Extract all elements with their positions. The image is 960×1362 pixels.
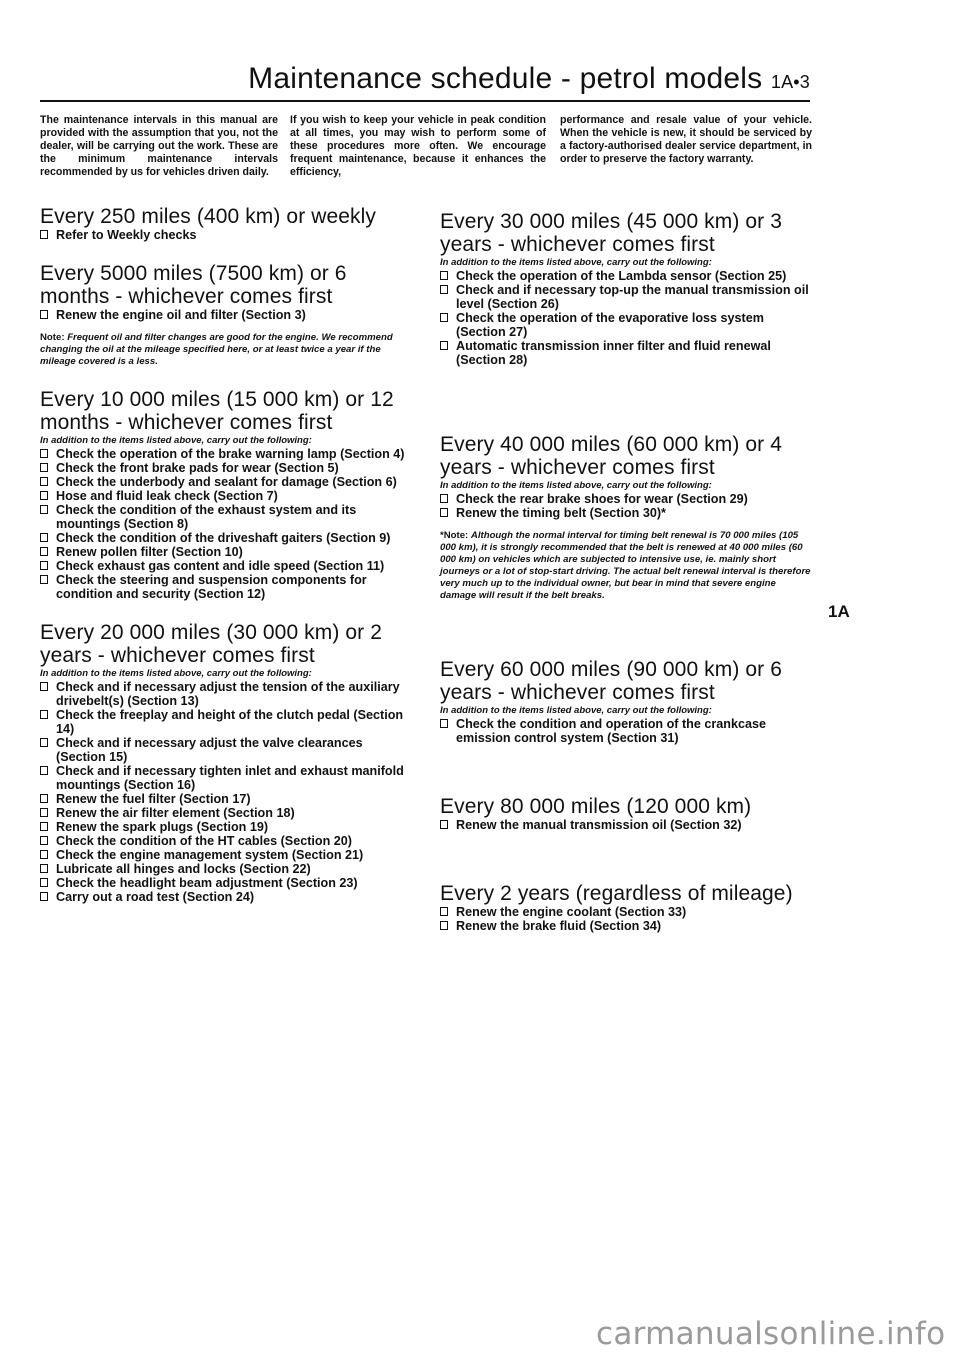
schedule-section <box>440 210 812 367</box>
checkbox-icon <box>40 808 48 817</box>
checklist-item <box>40 545 412 559</box>
checkbox-icon <box>40 310 48 319</box>
checklist-item <box>40 680 412 708</box>
section-note <box>440 530 812 602</box>
checklist-item-text: Check the condition of the exhaust system and its mountings (Section 8) <box>56 503 357 531</box>
checklist-item-text: Renew the brake fluid (Section 34) <box>456 919 662 933</box>
note-label: *Note: <box>440 530 469 541</box>
checkbox-icon <box>40 547 48 556</box>
checklist-item-text: Automatic transmission inner filter and fluid renewal (Section 28) <box>456 339 771 367</box>
checklist-item-text: Lubricate all hinges and locks (Section 22) <box>56 862 311 876</box>
right-column <box>440 210 812 933</box>
checklist-item-text: Check the freeplay and height of the clutch pedal (Section 14) <box>56 708 404 736</box>
section-title: Every 2 years (regardless of mileage) <box>440 882 793 905</box>
checklist-item-text: Check the steering and suspension components for condition and security (Section 12) <box>56 573 367 601</box>
section-intro: In addition to the items listed above, carry out the following: <box>40 435 312 446</box>
checklist-item <box>40 228 412 242</box>
checkbox-icon <box>40 575 48 584</box>
checkbox-icon <box>40 822 48 831</box>
checklist-item <box>40 461 412 475</box>
checklist-item <box>40 820 412 834</box>
checkbox-icon <box>440 341 448 350</box>
checkbox-icon <box>40 491 48 500</box>
checklist-item-text: Check the condition of the HT cables (Section 20) <box>56 834 352 848</box>
checklist-item-text: Check the underbody and sealant for damage (Section 6) <box>56 475 397 489</box>
checklist-item-text: Renew the engine coolant (Section 33) <box>456 905 687 919</box>
note-text: Frequent oil and filter changes are good for the engine. We recommend changing the oil at the mileage specified here, or at least twice a year if the mileage covered is a less. <box>40 332 393 367</box>
checklist-item <box>440 506 812 520</box>
checklist-item <box>440 919 812 933</box>
checkbox-icon <box>40 878 48 887</box>
left-column <box>40 205 412 904</box>
checklist-item-text: Check the condition and operation of the crankcase emission control system (Section 31) <box>456 717 767 745</box>
checklist-item <box>40 848 412 862</box>
checkbox-icon <box>40 766 48 775</box>
checklist-item <box>440 492 812 506</box>
section-title: Every 250 miles (400 km) or weekly <box>40 205 377 228</box>
section-title: Every 10 000 miles (15 000 km) or 12 months - whichever comes first <box>40 388 394 434</box>
checklist-item <box>40 308 412 322</box>
page-title <box>248 62 810 96</box>
checkbox-icon <box>440 508 448 517</box>
intro-column-1: The maintenance intervals in this manual are provided with the assumption that you, not the dealer, will be carrying out the work. These are the minimum maintenance intervals recommended by us for vehicles driven daily. <box>40 114 278 178</box>
header-rule <box>40 100 810 102</box>
checkbox-icon <box>40 892 48 901</box>
page-number: 1A•3 <box>770 72 810 92</box>
schedule-section <box>440 658 812 745</box>
checklist-item-text: Check the headlight beam adjustment (Section 23) <box>56 876 358 890</box>
section-intro: In addition to the items listed above, carry out the following: <box>440 705 712 716</box>
checkbox-icon <box>40 463 48 472</box>
section-intro: In addition to the items listed above, carry out the following: <box>440 480 712 491</box>
checklist-item <box>40 890 412 904</box>
checkbox-icon <box>40 794 48 803</box>
checklist-item-text: Renew the manual transmission oil (Section 32) <box>456 818 742 832</box>
section-title: Every 5000 miles (7500 km) or 6 months - whichever comes first <box>40 262 347 308</box>
section-title: Every 30 000 miles (45 000 km) or 3 years - whichever comes first <box>440 210 782 256</box>
checkbox-icon <box>440 271 448 280</box>
checklist-item <box>40 573 412 601</box>
checkbox-icon <box>440 921 448 930</box>
section-intro: In addition to the items listed above, carry out the following: <box>40 668 312 679</box>
checklist-item <box>40 489 412 503</box>
intro-column-3: performance and resale value of your vehicle. When the vehicle is new, it should be serviced by a factory-authorised dealer service department, in order to preserve the factory warranty. <box>560 114 812 165</box>
checkbox-icon <box>40 850 48 859</box>
checklist-item-text: Check the operation of the Lambda sensor (Section 25) <box>456 269 787 283</box>
checklist-item <box>40 764 412 792</box>
checkbox-icon <box>40 836 48 845</box>
checkbox-icon <box>40 738 48 747</box>
section-note <box>40 332 412 368</box>
checklist-item-text: Renew the fuel filter (Section 17) <box>56 792 251 806</box>
checklist-item <box>440 905 812 919</box>
checkbox-icon <box>40 230 48 239</box>
checkbox-icon <box>40 449 48 458</box>
checkbox-icon <box>440 313 448 322</box>
checkbox-icon <box>440 285 448 294</box>
checklist-item-text: Check exhaust gas content and idle speed (Section 11) <box>56 559 385 573</box>
checkbox-icon <box>40 505 48 514</box>
checklist-item <box>40 862 412 876</box>
checklist-item <box>40 708 412 736</box>
checklist-item-text: Hose and fluid leak check (Section 7) <box>56 489 278 503</box>
section-title: Every 60 000 miles (90 000 km) or 6 years - whichever comes first <box>440 658 782 704</box>
schedule-section <box>440 433 812 602</box>
checklist-item-text: Check the engine management system (Section 21) <box>56 848 364 862</box>
checkbox-icon <box>40 561 48 570</box>
checklist-item-text: Renew the air filter element (Section 18) <box>56 806 295 820</box>
section-title: Every 80 000 miles (120 000 km) <box>440 795 752 818</box>
chapter-tab: 1A <box>828 602 850 621</box>
checkbox-icon <box>40 864 48 873</box>
checklist-item <box>440 283 812 311</box>
checkbox-icon <box>40 682 48 691</box>
schedule-section <box>440 795 812 832</box>
checklist-item <box>40 806 412 820</box>
checklist-item <box>440 269 812 283</box>
checklist-item <box>40 559 412 573</box>
checkbox-icon <box>440 907 448 916</box>
checklist-item-text: Refer to Weekly checks <box>56 228 197 242</box>
checklist-item-text: Check and if necessary tighten inlet and exhaust manifold mountings (Section 16) <box>56 764 404 792</box>
schedule-section <box>40 621 412 904</box>
checkbox-icon <box>40 710 48 719</box>
checklist-item <box>40 475 412 489</box>
checkbox-icon <box>40 533 48 542</box>
checklist-item-text: Renew pollen filter (Section 10) <box>56 545 243 559</box>
checkbox-icon <box>440 820 448 829</box>
checklist-item <box>40 736 412 764</box>
checklist-item <box>440 717 812 745</box>
checklist-item-text: Check the operation of the brake warning lamp (Section 4) <box>56 447 405 461</box>
checklist-item <box>40 531 412 545</box>
checkbox-icon <box>440 494 448 503</box>
note-text: Although the normal interval for timing belt renewal is 70 000 miles (105 000 km), it is strongly recommended that the belt is renewed at 40 000 miles (60 000 km) on vehicles which are subjected to intensive use, ie. mainly short journeys or a lot of stop-start driving. The actual belt renewal interval is therefore very much up to the individual owner, but bear in mind that severe engine damage will result if the belt breaks. <box>440 530 811 601</box>
checklist-item-text: Check and if necessary adjust the valve clearances (Section 15) <box>56 736 363 764</box>
note-label: Note: <box>40 332 65 343</box>
checklist-item-text: Renew the timing belt (Section 30)* <box>456 506 666 520</box>
checklist-item-text: Check the operation of the evaporative loss system (Section 27) <box>456 311 764 339</box>
section-title: Every 20 000 miles (30 000 km) or 2 years - whichever comes first <box>40 621 382 667</box>
section-title: Every 40 000 miles (60 000 km) or 4 years - whichever comes first <box>440 433 782 479</box>
checklist-item <box>40 834 412 848</box>
page-title-text: Maintenance schedule - petrol models <box>248 62 763 95</box>
checklist-item <box>40 447 412 461</box>
checklist-item-text: Check the front brake pads for wear (Section 5) <box>56 461 339 475</box>
checklist-item <box>440 311 812 339</box>
checklist-item <box>40 792 412 806</box>
checklist-item-text: Renew the engine oil and filter (Section 3) <box>56 308 306 322</box>
schedule-section <box>40 262 412 368</box>
checklist-item-text: Check and if necessary adjust the tension of the auxiliary drivebelt(s) (Section 13) <box>56 680 400 708</box>
section-intro: In addition to the items listed above, carry out the following: <box>440 257 712 268</box>
checkbox-icon <box>440 719 448 728</box>
checklist-item-text: Check and if necessary top-up the manual transmission oil level (Section 26) <box>456 283 809 311</box>
checklist-item <box>440 339 812 367</box>
schedule-section <box>40 205 412 242</box>
schedule-section <box>40 388 412 601</box>
checklist-item <box>40 876 412 890</box>
checklist-item <box>40 503 412 531</box>
checklist-item <box>440 818 812 832</box>
checklist-item-text: Renew the spark plugs (Section 19) <box>56 820 269 834</box>
schedule-section <box>440 882 812 933</box>
checklist-item-text: Check the rear brake shoes for wear (Section 29) <box>456 492 748 506</box>
checklist-item-text: Carry out a road test (Section 24) <box>56 890 255 904</box>
watermark: carmanualsonline.info <box>596 1316 946 1352</box>
intro-column-2: If you wish to keep your vehicle in peak condition at all times, you may wish to perform some of these procedures more often. We encourage frequent maintenance, because it enhances the efficiency, <box>290 114 546 178</box>
checklist-item-text: Check the condition of the driveshaft gaiters (Section 9) <box>56 531 391 545</box>
checkbox-icon <box>40 477 48 486</box>
